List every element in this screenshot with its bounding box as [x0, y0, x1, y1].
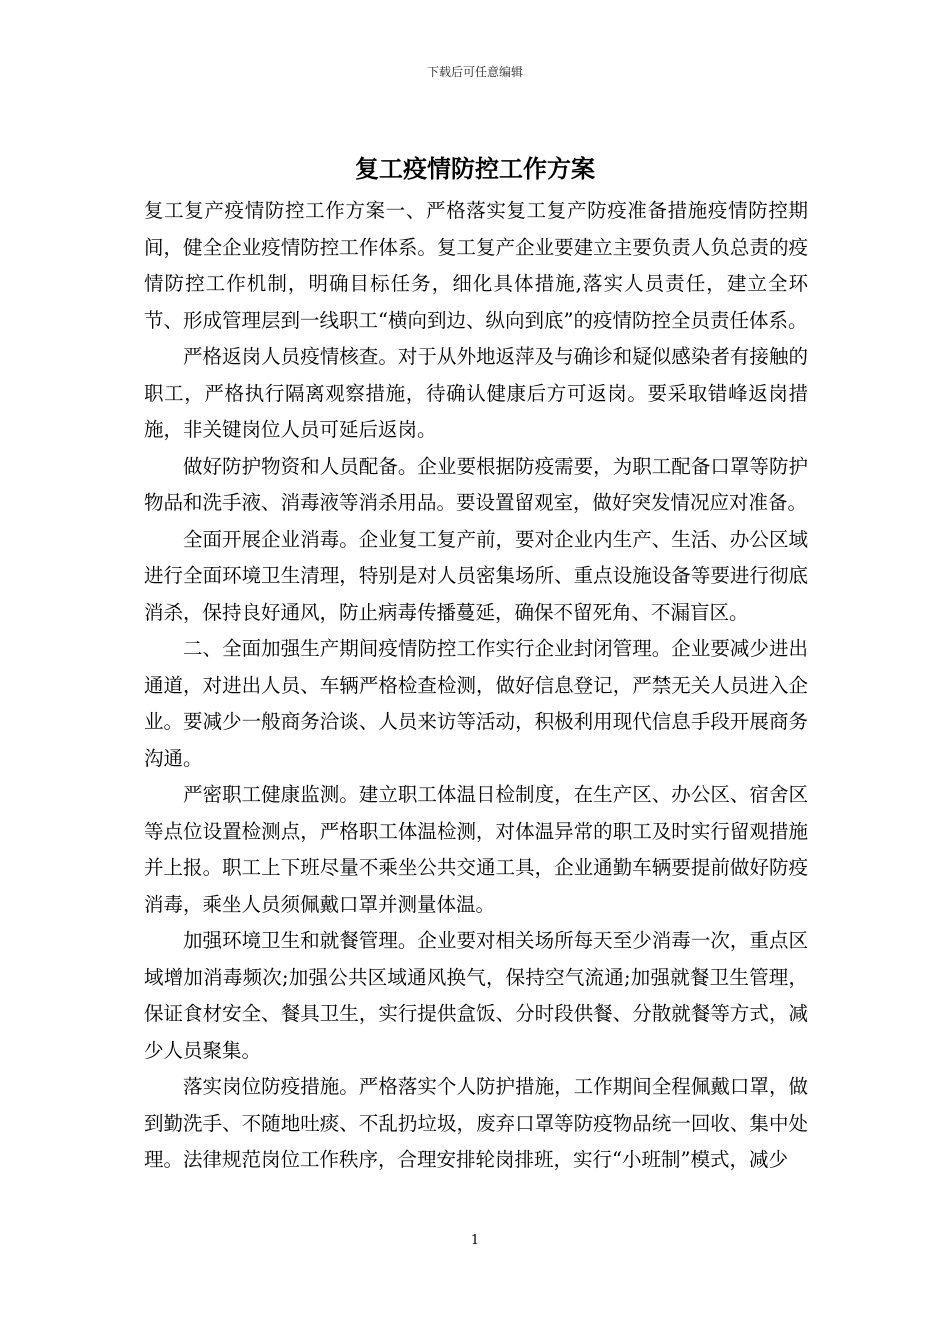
- paragraph-intro: 复工复产疫情防控工作方案一、严格落实复工复产防疫准备措施疫情防控期间，健全企业疫情防控工作体系。复工复产企业要建立主要负责人负总责的疫情防控工作机制，明确目标任务，细化具体措施,落实人员责任，建立全环节、形成管理层到一线职工“横向到边、纵向到底”的疫情防控全员责任体系。: [144, 199, 808, 332]
- paragraph: 严格返岗人员疫情核查。对于从外地返萍及与确诊和疑似感染者有接触的职工，严格执行隔离观察措施，待确认健康后方可返岗。要采取错峰返岗措施，非关键岗位人员可延后返岗。: [144, 345, 808, 441]
- document-body: [144, 193, 808, 1179]
- paragraph: 做好防护物资和人员配备。企业要根据防疫需要，为职工配备口罩等防护物品和洗手液、消毒液等消杀用品。要设置留观室，做好突发情况应对准备。: [144, 454, 808, 514]
- document-title: 复工疫情防控工作方案: [355, 154, 595, 183]
- paragraph: 严密职工健康监测。建立职工体温日检制度，在生产区、办公区、宿舍区等点位设置检测点，严格职工体温检测，对体温异常的职工及时实行留观措施并上报。职工上下班尽量不乘坐公共交通工具，企业通勤车辆要提前做好防疫消毒，乘坐人员须佩戴口罩并测量体温。: [144, 783, 808, 916]
- paragraph: 加强环境卫生和就餐管理。企业要对相关场所每天至少消毒一次，重点区域增加消毒频次;加强公共区域通风换气，保持空气流通;加强就餐卫生管理，保证食材安全、餐具卫生，实行提供盒饭、分时段供餐、分散就餐等方式，减少人员聚集。: [144, 929, 808, 1062]
- paragraph: 落实岗位防疫措施。严格落实个人防护措施，工作期间全程佩戴口罩，做到勤洗手、不随地吐痰、不乱扔垃圾，废弃口罩等防疫物品统一回收、集中处理。法律规范岗位工作秩序，合理安排轮岗排班，实行“小班制”模式，减少: [144, 1075, 808, 1171]
- paragraph: 全面开展企业消毒。企业复工复产前，要对企业内生产、生活、办公区域进行全面环境卫生清理，特别是对人员密集场所、重点设施设备等要进行彻底消杀，保持良好通风，防止病毒传播蔓延，确保不留死角、不漏盲区。: [144, 527, 808, 624]
- page-header-note: 下载后可任意编辑: [426, 65, 523, 79]
- page-number: 1: [470, 1233, 480, 1248]
- paragraph: 二、全面加强生产期间疫情防控工作实行企业封闭管理。企业要减少进出通道，对进出人员、车辆严格检查检测，做好信息登记，严禁无关人员进入企业。要减少一般商务洽谈、人员来访等活动，积极利用现代信息手段开展商务沟通。: [144, 637, 808, 770]
